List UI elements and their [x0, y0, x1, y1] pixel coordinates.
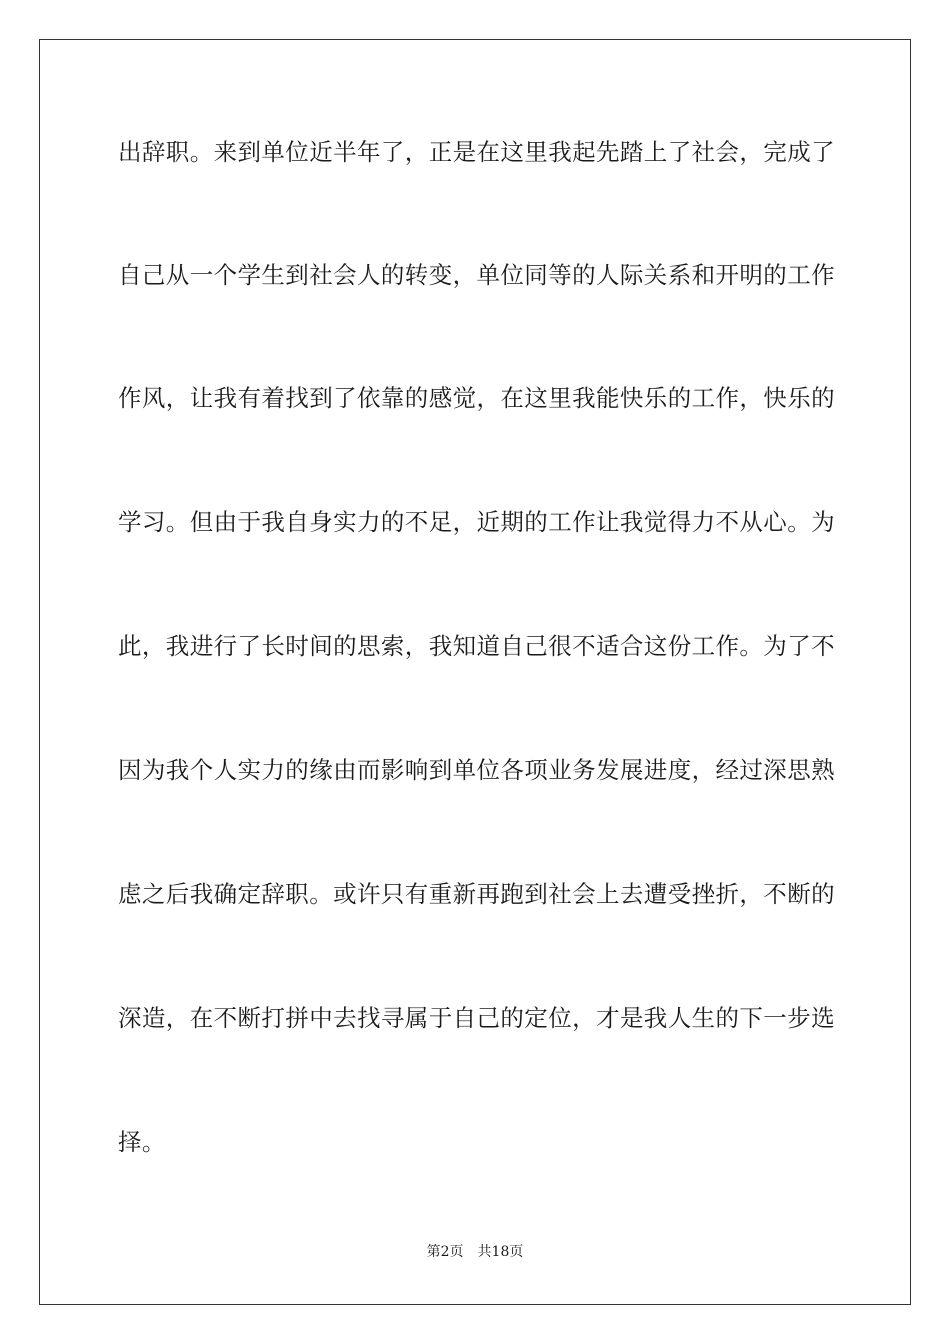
- text-line-3: 作风，让我有着找到了依靠的感觉，在这里我能快乐的工作，快乐的: [118, 384, 835, 412]
- page-total: 共18页: [477, 1244, 524, 1260]
- text-line-9: 择。: [118, 1128, 166, 1156]
- text-line-2: 自己从一个学生到社会人的转变，单位同等的人际关系和开明的工作: [118, 261, 835, 289]
- text-line-8: 深造，在不断打拼中去找寻属于自己的定位，才是我人生的下一步选: [118, 1004, 835, 1032]
- page-border: [39, 39, 911, 1305]
- text-line-4: 学习。但由于我自身实力的不足，近期的工作让我觉得力不从心。为: [118, 508, 835, 536]
- page-number: 第2页: [426, 1244, 464, 1260]
- text-line-6: 因为我个人实力的缘由而影响到单位各项业务发展进度，经过深思熟: [118, 756, 835, 784]
- text-line-7: 虑之后我确定辞职。或许只有重新再跑到社会上去遭受挫折，不断的: [118, 880, 835, 908]
- text-line-1: 出辞职。来到单位近半年了，正是在这里我起先踏上了社会，完成了: [118, 138, 835, 166]
- text-line-5: 此，我进行了长时间的思索，我知道自己很不适合这份工作。为了不: [118, 632, 835, 660]
- page-footer: [0, 1243, 950, 1261]
